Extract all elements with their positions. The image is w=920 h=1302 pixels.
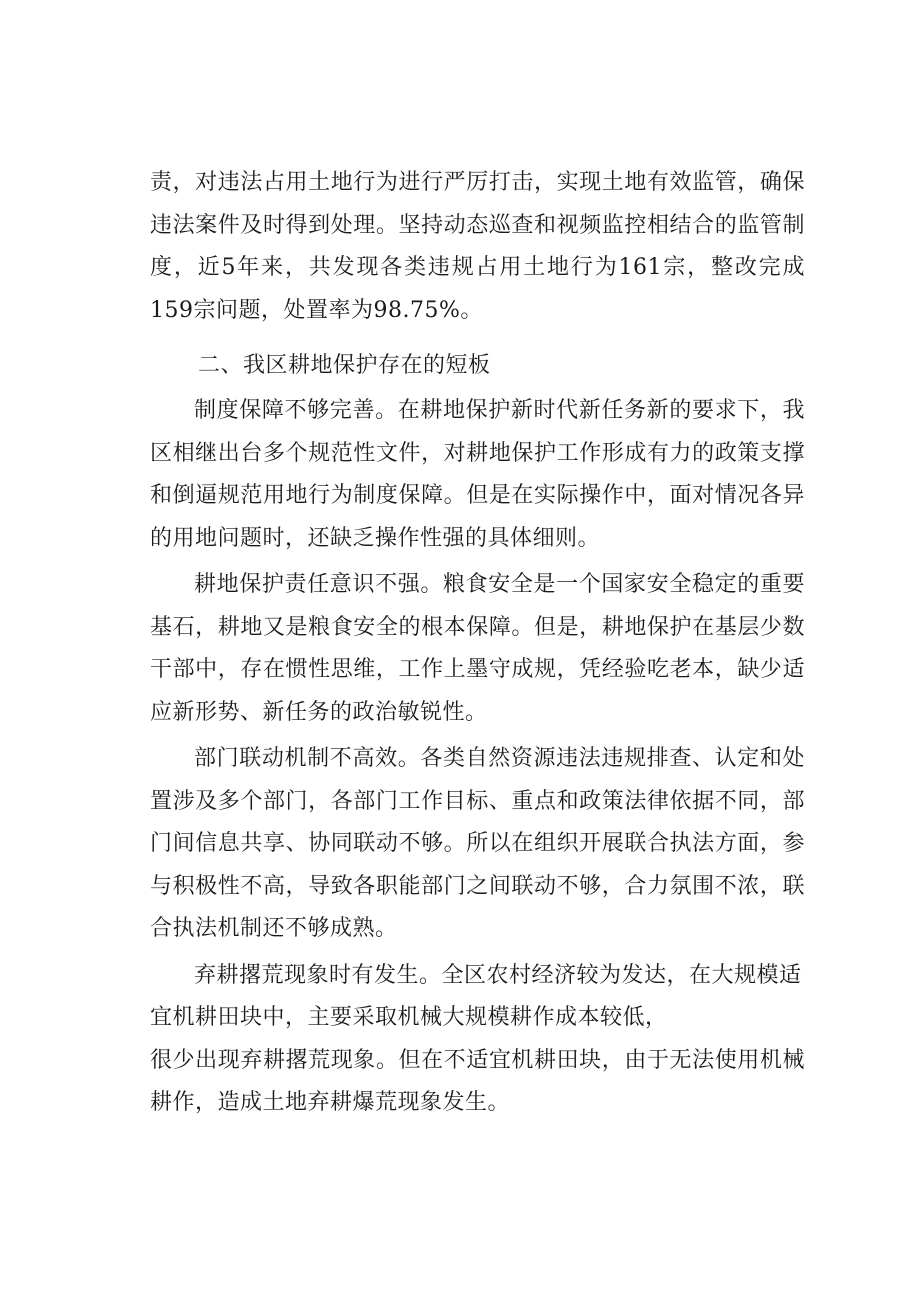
- paragraph-institutional-guarantee: 制度保障不够完善。在耕地保护新时代新任务新的要求下，我区相继出台多个规范性文件，对耕地保护工作形成有力的政策支撑和倒逼规范用地行为制度保障。但是在实际操作中，面对情况各异的用地问题时，还缺乏操作性强的具体细则。: [150, 398, 805, 551]
- document-body: [150, 162, 805, 1125]
- section-heading: 二、我区耕地保护存在的短板: [198, 353, 491, 378]
- paragraph-responsibility-awareness: 耕地保护责任意识不强。粮食安全是一个国家安全稳定的重要基石，耕地又是粮食安全的根本保障。但是，耕地保护在基层少数干部中，存在惯性思维，工作上墨守成规，凭经验吃老本，缺少适应新形势、新任务的政治敏锐性。: [150, 572, 805, 725]
- paragraph-department-coordination: 部门联动机制不高效。各类自然资源违法违规排查、认定和处置涉及多个部门，各部门工作目标、重点和政策法律依据不同，部门间信息共享、协同联动不够。所以在组织开展联合执法方面，参与积极性不高，导致各职能部门之间联动不够，合力氛围不浓，联合执法机制还不够成熟。: [150, 746, 805, 941]
- paragraph-land-supervision: 责，对违法占用土地行为进行严厉打击，实现土地有效监管，确保违法案件及时得到处理。坚持动态巡查和视频监控相结合的监管制度，近5年来，共发现各类违规占用土地行为161宗，整改完成159宗问题，处置率为98.75%。: [150, 170, 805, 323]
- paragraph-abandoned-farmland-part2: 很少出现弃耕撂荒现象。但在不适宜机耕田块，由于无法使用机械耕作，造成土地弃耕爆荒现象发生。: [150, 1047, 805, 1115]
- paragraph-abandoned-farmland-part1: 弃耕撂荒现象时有发生。全区农村经济较为发达，在大规模适宜机耕田块中，主要采取机械大规模耕作成本较低，: [150, 962, 802, 1030]
